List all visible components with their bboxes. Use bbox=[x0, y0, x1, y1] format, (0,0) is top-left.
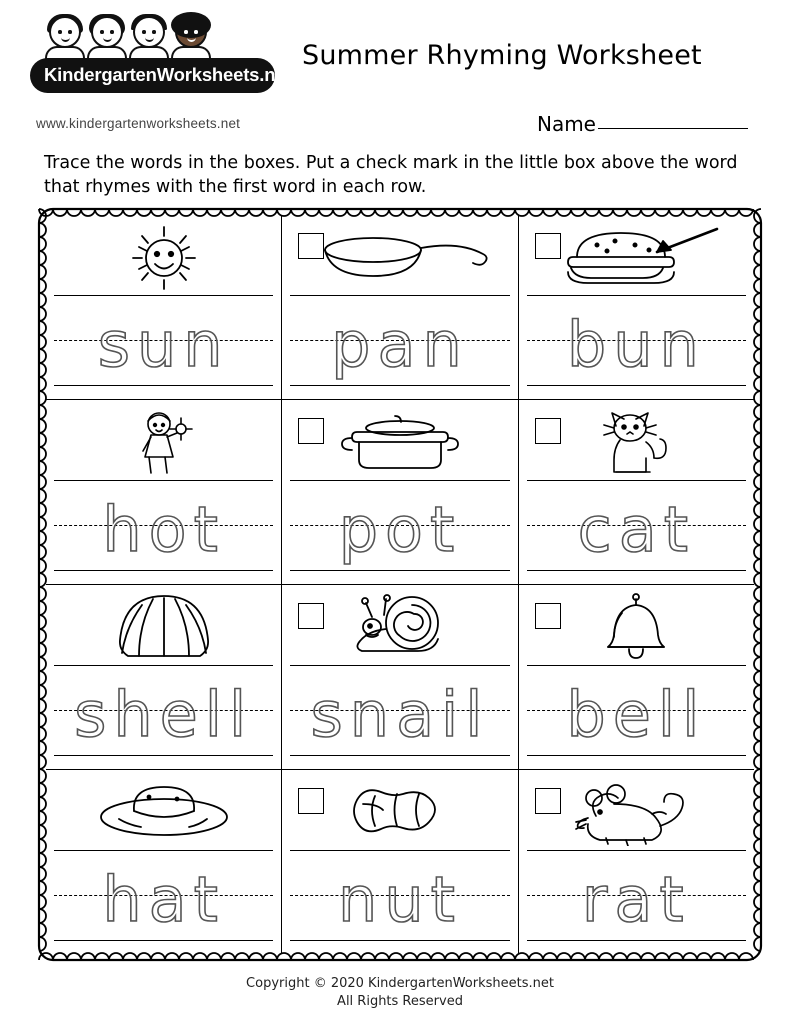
worksheet-cell[interactable] bbox=[46, 215, 282, 399]
worksheet-row bbox=[46, 585, 754, 770]
trace-word: sun bbox=[97, 308, 230, 381]
name-write-line[interactable] bbox=[598, 128, 748, 129]
rights-text: All Rights Reserved bbox=[337, 994, 463, 1010]
worksheet-cell[interactable] bbox=[519, 585, 754, 769]
worksheet-cell[interactable] bbox=[282, 215, 518, 399]
trace-word: pot bbox=[338, 493, 462, 566]
worksheet-cell[interactable] bbox=[282, 400, 518, 584]
trace-word: bell bbox=[566, 678, 707, 751]
trace-word: pan bbox=[331, 308, 469, 381]
site-logo[interactable] bbox=[30, 14, 292, 93]
worksheet-frame bbox=[32, 202, 768, 967]
worksheet-cell[interactable] bbox=[46, 770, 282, 954]
worksheet-cell[interactable] bbox=[282, 770, 518, 954]
worksheet-cell[interactable] bbox=[519, 770, 754, 954]
page-footer bbox=[0, 975, 800, 1011]
trace-word: cat bbox=[577, 493, 696, 566]
tracing-area[interactable] bbox=[290, 665, 509, 757]
page-title: Summer Rhyming Worksheet bbox=[302, 40, 702, 71]
trace-word: hat bbox=[102, 863, 225, 936]
tracing-area[interactable] bbox=[527, 480, 746, 572]
worksheet-grid bbox=[46, 215, 754, 954]
worksheet-cell[interactable] bbox=[519, 400, 754, 584]
tracing-area[interactable] bbox=[527, 850, 746, 942]
tracing-area[interactable] bbox=[54, 480, 273, 572]
tracing-area[interactable] bbox=[290, 850, 509, 942]
worksheet-cell[interactable] bbox=[282, 585, 518, 769]
copyright-text: Copyright © 2020 KindergartenWorksheets.net bbox=[246, 976, 554, 991]
sun-hat-icon bbox=[46, 776, 281, 850]
worksheet-row bbox=[46, 770, 754, 954]
pan-icon bbox=[282, 221, 517, 295]
tracing-area[interactable] bbox=[54, 850, 273, 942]
rat-icon bbox=[519, 776, 754, 850]
hamburger-bun-icon bbox=[519, 221, 754, 295]
tracing-area[interactable] bbox=[290, 480, 509, 572]
cooking-pot-icon bbox=[282, 406, 517, 480]
snail-icon bbox=[282, 591, 517, 665]
tracing-area[interactable] bbox=[54, 665, 273, 757]
tracing-area[interactable] bbox=[527, 295, 746, 387]
cat-icon bbox=[519, 406, 754, 480]
trace-word: bun bbox=[566, 308, 706, 381]
girl-with-flower-icon bbox=[46, 406, 281, 480]
trace-word: rat bbox=[581, 863, 691, 936]
tracing-area[interactable] bbox=[54, 295, 273, 387]
seashell-icon bbox=[46, 591, 281, 665]
worksheet-cell[interactable] bbox=[519, 215, 754, 399]
trace-word: snail bbox=[310, 678, 490, 751]
name-field bbox=[537, 112, 748, 136]
peanut-icon bbox=[282, 776, 517, 850]
trace-word: nut bbox=[338, 863, 462, 936]
name-label: Name bbox=[536, 112, 596, 136]
tracing-area[interactable] bbox=[527, 665, 746, 757]
worksheet-row bbox=[46, 215, 754, 400]
worksheet-row bbox=[46, 400, 754, 585]
worksheet-cell[interactable] bbox=[46, 400, 282, 584]
trace-word: hot bbox=[102, 493, 225, 566]
sun-icon bbox=[46, 221, 281, 295]
logo-text: KindergartenWorksheets.net bbox=[44, 64, 292, 85]
instructions-text: Trace the words in the boxes. Put a check mark in the little box above the word that rhymes with the first word in each row. bbox=[44, 153, 738, 197]
tracing-area[interactable] bbox=[290, 295, 509, 387]
trace-word: shell bbox=[74, 678, 254, 751]
site-url: www.kindergartenworksheets.net bbox=[36, 116, 241, 131]
logo-banner bbox=[30, 58, 292, 93]
worksheet-cell[interactable] bbox=[46, 585, 282, 769]
bell-icon bbox=[519, 591, 754, 665]
page-header bbox=[0, 0, 800, 145]
